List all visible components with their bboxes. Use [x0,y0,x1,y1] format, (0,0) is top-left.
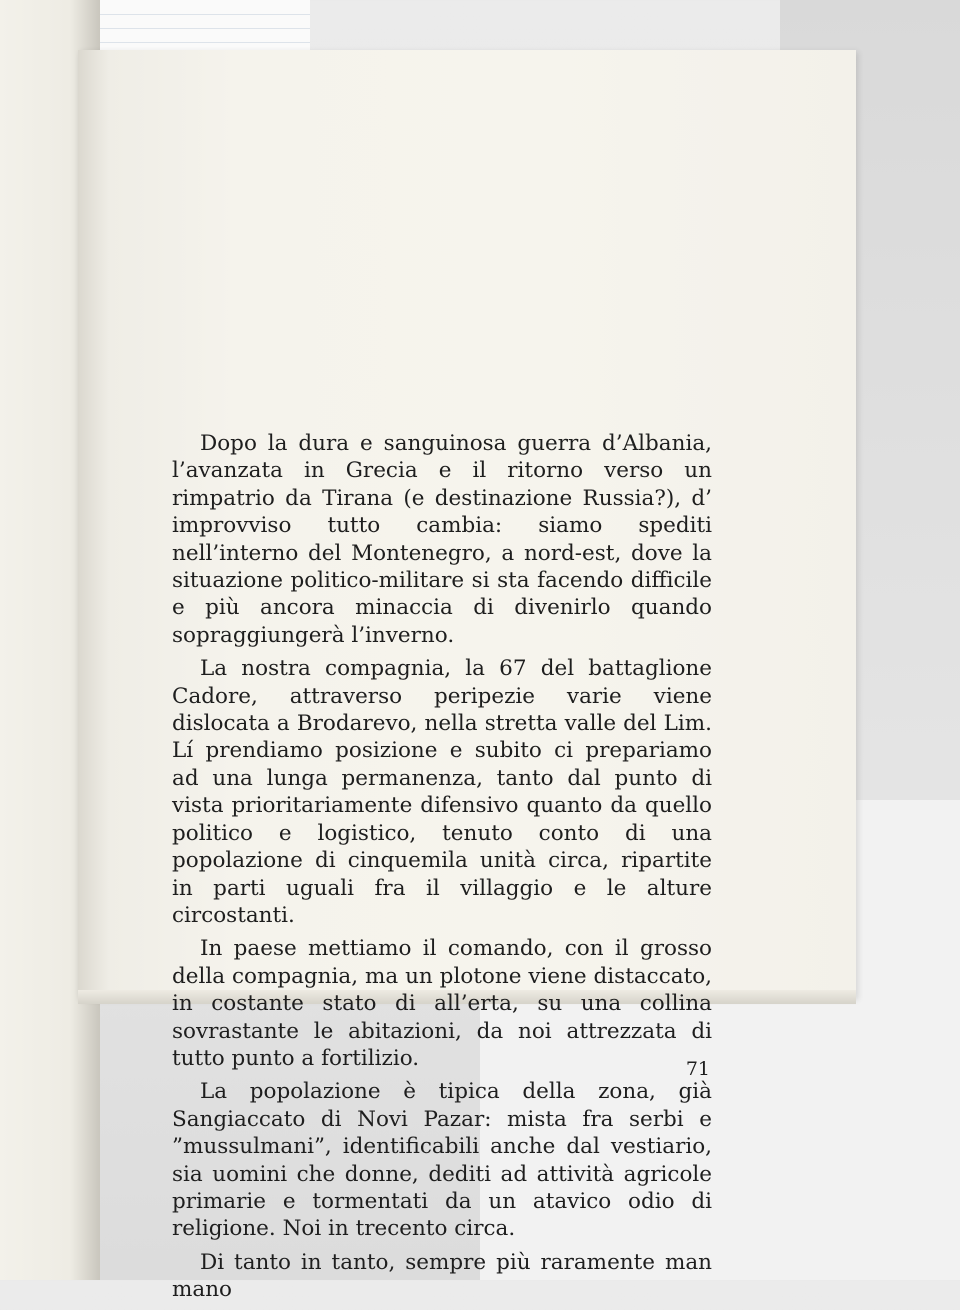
paragraph-3: In paese mettiamo il comando, con il grosso della compagnia, ma un plotone viene distaccato, in costante stato di all’erta, su una collina sovrastante le abitazioni, da noi attrezzata di tutto punto a fortilizio. [172,936,712,1071]
page-body-text [172,430,712,1310]
page-number: 71 [685,1058,710,1080]
paragraph-4: La popolazione è tipica della zona, già Sangiaccato di Novi Pazar: mista fra serbi e ”mussulmani”, identificabili anche dal vestiario, sia uomini che donne, dediti ad attività agricole primarie e tormentati da un atavico odio di religione. Noi in trecento circa. [172,1079,712,1242]
paragraph-1: Dopo la dura e sanguinosa guerra d’Albania, l’avanzata in Grecia e il ritorno verso un rimpatrio da Tirana (e destinazione Russia?), d’ improvviso tutto cambia: siamo spediti nell’interno del Montenegro, a nord-est, dove la situazione politico-militare si sta facendo difficile e più ancora minaccia di divenirlo quando sopraggiungerà l’inverno. [172,431,712,648]
paragraph-5: Di tanto in tanto, sempre più raramente man mano [172,1249,712,1303]
paragraph-2: La nostra compagnia, la 67 del battaglione Cadore, attraverso peripezie varie viene dislocata a Brodarevo, nella stretta valle del Lim. Lí prendiamo posizione e subito ci prepariamo ad una lunga permanenza, tanto dal punto di vista prioritariamente difensivo quanto da quello politico e logistico, tenuto conto di una popolazione di cinquemila unità circa, ripartite in parti uguali fra il villaggio e le alture circostanti. [172,656,712,928]
